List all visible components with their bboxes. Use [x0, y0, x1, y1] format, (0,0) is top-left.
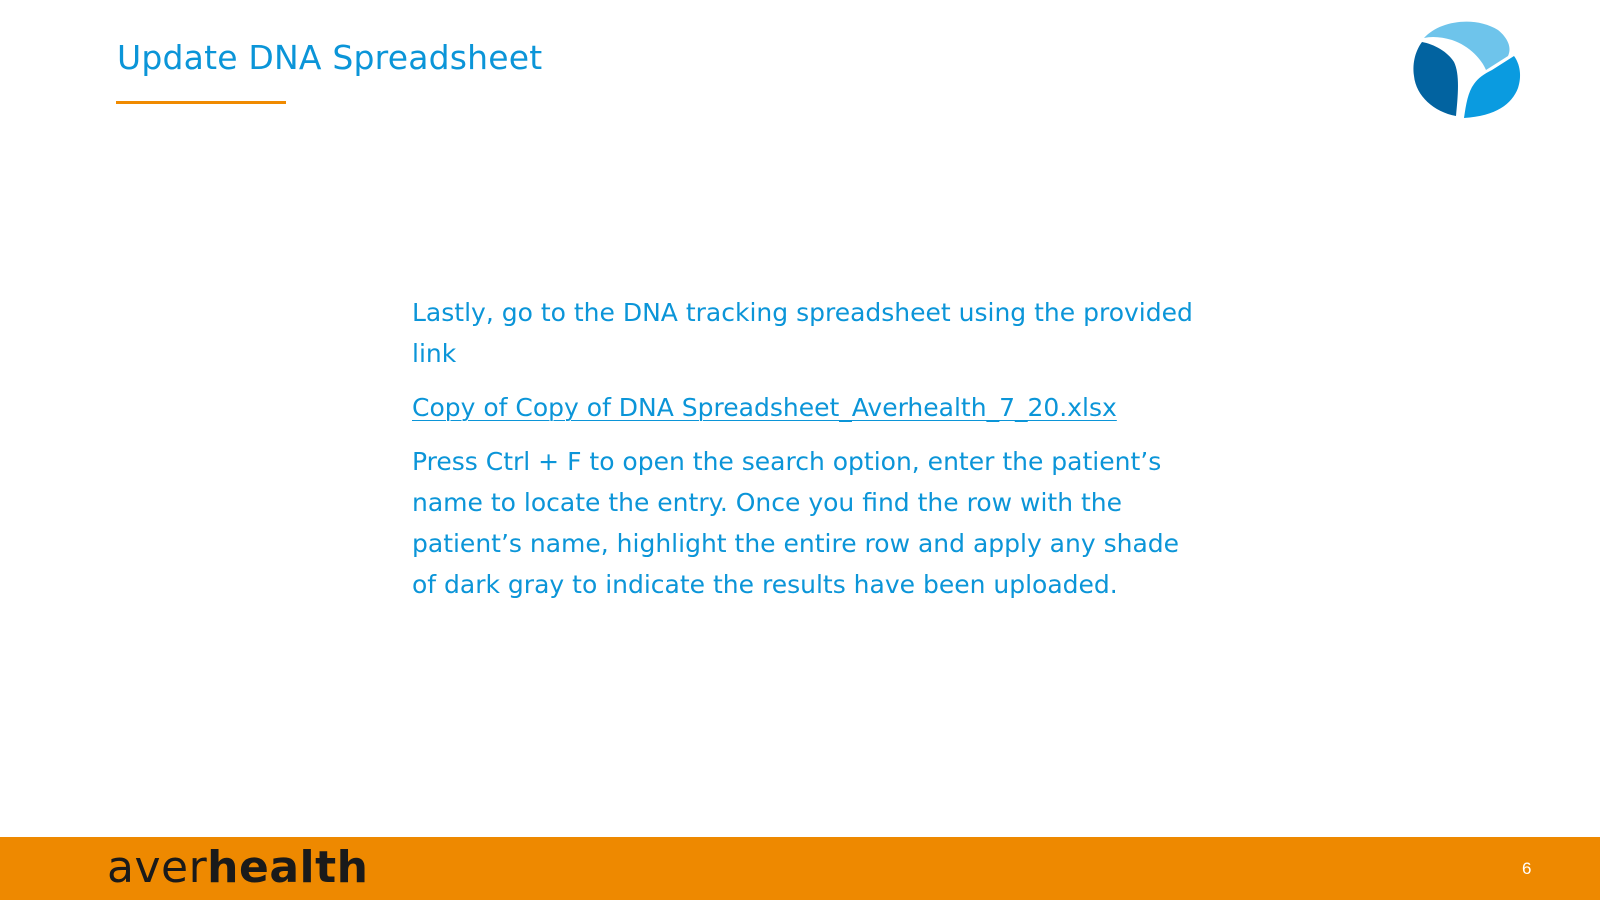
intro-paragraph: Lastly, go to the DNA tracking spreadsheet using the provided link: [412, 298, 1193, 368]
footer-bar: [0, 837, 1600, 900]
brand-logo-light: aver: [107, 842, 208, 893]
page-title: Update DNA Spreadsheet: [117, 38, 543, 77]
page-number: 6: [1522, 859, 1532, 878]
instructions-paragraph: Press Ctrl + F to open the search option, enter the patient’s name to locate the entry. Once you find the row with the patient’s name, highlight the entire row and apply any shade of dark gray to indicate the results have been uploaded.: [412, 447, 1180, 599]
title-underline: [116, 101, 286, 104]
brand-logo-bold: health: [207, 842, 369, 893]
spreadsheet-link[interactable]: Copy of Copy of DNA Spreadsheet_Averhealth_7_20.xlsx: [412, 393, 1117, 422]
link-paragraph: [412, 387, 1202, 428]
content-block: [412, 292, 1202, 618]
circular-swirl-logo-icon: [1412, 16, 1522, 120]
brand-logo: [107, 839, 368, 897]
